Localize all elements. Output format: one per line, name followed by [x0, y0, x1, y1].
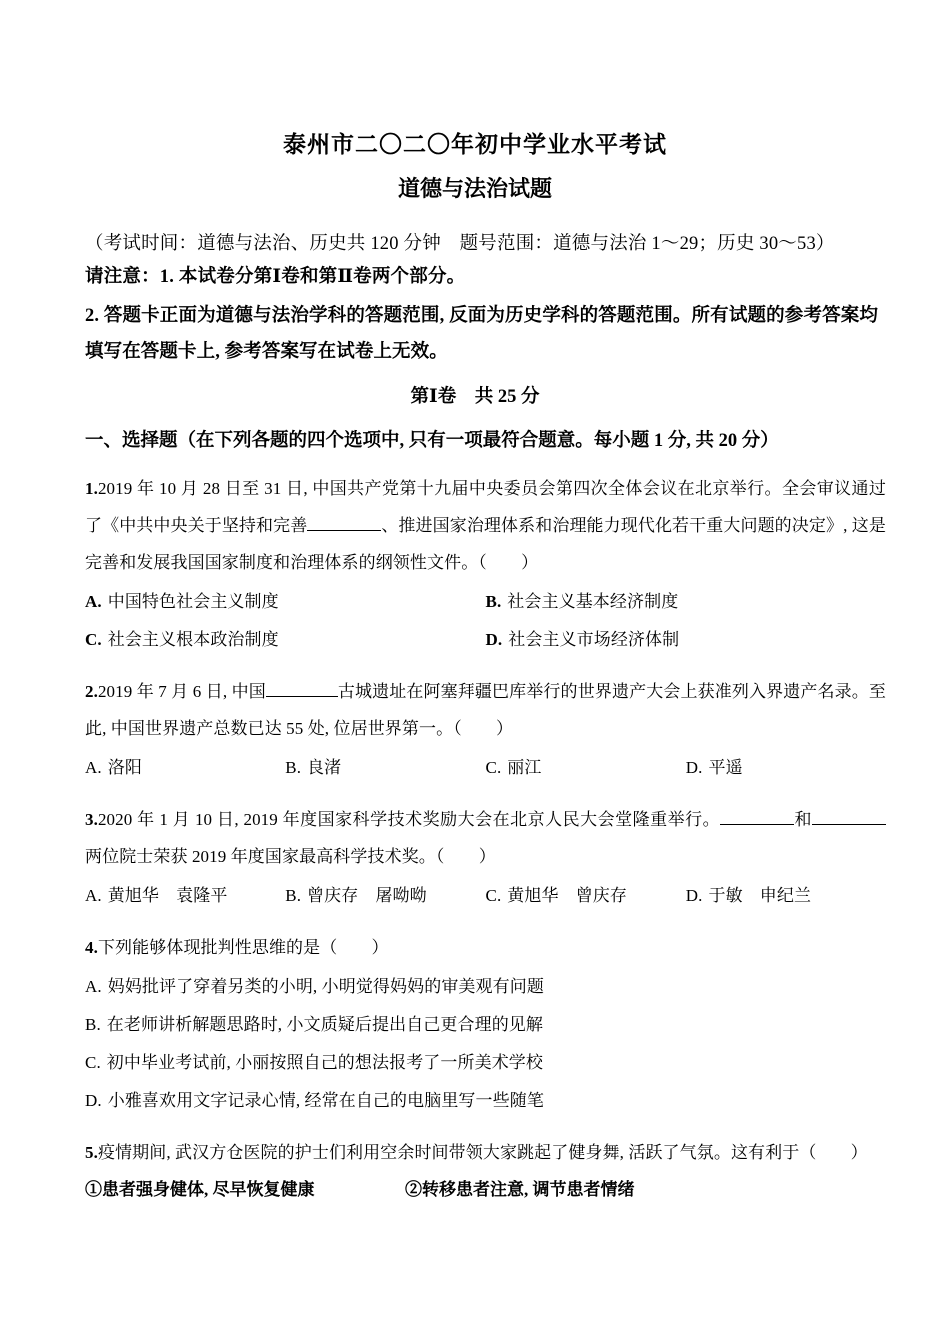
- question-3-stem-conj: 和: [794, 809, 812, 829]
- fill-blank: [307, 516, 381, 531]
- option-row: [85, 583, 886, 621]
- option-b-label: B.: [85, 1014, 101, 1034]
- question-3: [60, 801, 890, 915]
- fill-blank: [720, 810, 794, 825]
- option-c[interactable]: [85, 621, 486, 659]
- option-b-label: B.: [485, 591, 502, 611]
- question-1-number: 1.: [85, 478, 98, 498]
- option-c-text: 丽江: [507, 757, 542, 777]
- exam-instructions: [60, 228, 890, 370]
- question-2: [60, 673, 890, 787]
- question-3-stem-part1: 2020 年 1 月 10 日, 2019 年度国家科学技术奖励大会在北京人民大会堂隆重举行。: [97, 809, 721, 829]
- question-4: [60, 929, 890, 1120]
- option-c[interactable]: [486, 877, 686, 915]
- question-1: [60, 470, 890, 659]
- option-row: [85, 1006, 886, 1044]
- section-one-header: 一、选择题（在下列各题的四个选项中, 只有一项最符合题意。每小题 1 分, 共 20 分）: [85, 430, 779, 451]
- question-1-stem-part2: 、推进国家治理体系和治理能力现代化若干重大问题的决定》, 这是完善和发展我国国家制度和治理体系的纲领性文件。（ ）: [85, 515, 886, 572]
- option-d-text: 社会主义市场经济体制: [508, 629, 680, 649]
- question-4-number: 4.: [85, 937, 98, 957]
- option-a-label: A.: [85, 591, 102, 611]
- option-row: [85, 749, 886, 787]
- option-a[interactable]: [85, 968, 886, 1006]
- page-title: 泰州市二〇二〇年初中学业水平考试: [283, 132, 667, 158]
- option-b-label: B.: [285, 885, 302, 905]
- option-row: [85, 1082, 886, 1120]
- option-c-text: 初中毕业考试前, 小丽按照自己的想法报考了一所美术学校: [106, 1052, 543, 1072]
- question-2-number: 2.: [85, 681, 98, 701]
- question-3-number: 3.: [85, 809, 98, 829]
- sub-item-2: ②转移患者注意, 调节患者情绪: [405, 1179, 635, 1199]
- question-1-stem: [85, 470, 886, 581]
- option-row: [85, 1044, 886, 1082]
- option-d-label: D.: [685, 757, 703, 777]
- notice-line-2: 2. 答题卡正面为道德与法治学科的答题范围, 反面为历史学科的答题范围。所有试题的参考答案均填写在答题卡上, 参考答案写在试卷上无效。: [85, 305, 878, 362]
- question-2-stem: [85, 673, 886, 747]
- option-b[interactable]: [486, 583, 887, 621]
- option-a-text: 中国特色社会主义制度: [107, 591, 279, 611]
- option-d-text: 平遥: [708, 757, 743, 777]
- question-5-stem: [85, 1134, 886, 1171]
- option-d-text: 于敏 申纪兰: [708, 885, 812, 905]
- option-d[interactable]: [686, 749, 886, 787]
- option-row: [85, 621, 886, 659]
- paper-section-header: 第Ⅰ卷 共 25 分: [410, 386, 540, 407]
- question-3-stem: [85, 801, 886, 875]
- fill-blank: [812, 810, 886, 825]
- option-d[interactable]: [85, 1082, 886, 1120]
- fill-blank: [266, 682, 338, 697]
- option-d[interactable]: [486, 621, 887, 659]
- option-a-text: 黄旭华 袁隆平: [107, 885, 228, 905]
- option-b-text: 良渚: [307, 757, 342, 777]
- question-5-sub-items: [85, 1171, 886, 1209]
- option-c-text: 黄旭华 曾庆存: [507, 885, 627, 905]
- option-row: [85, 968, 886, 1006]
- question-3-stem-part2: 两位院士荣获 2019 年度国家最高科学技术奖。（ ）: [85, 846, 496, 866]
- question-3-options: [85, 877, 886, 915]
- option-a[interactable]: [85, 749, 285, 787]
- option-a[interactable]: [85, 583, 486, 621]
- sub-item-1: ①患者强身健体, 尽早恢复健康: [85, 1179, 315, 1199]
- question-1-options: [85, 583, 886, 659]
- page-subtitle: 道德与法治试题: [397, 175, 552, 201]
- option-a[interactable]: [85, 877, 285, 915]
- option-c[interactable]: [486, 749, 686, 787]
- option-d-label: D.: [685, 885, 703, 905]
- option-a-text: 洛阳: [107, 757, 142, 777]
- question-2-options: [85, 749, 886, 787]
- option-b-text: 社会主义基本经济制度: [507, 591, 679, 611]
- option-a-text: 妈妈批评了穿着另类的小明, 小明觉得妈妈的审美观有问题: [107, 976, 544, 996]
- question-5-stem-part1: 疫情期间, 武汉方仓医院的护士们利用空余时间带领大家跳起了健身舞, 活跃了气氛。这有利于（ ）: [97, 1142, 868, 1162]
- question-4-stem-part1: 下列能够体现批判性思维的是（ ）: [97, 937, 389, 957]
- option-b[interactable]: [85, 1006, 886, 1044]
- option-b-label: B.: [285, 757, 302, 777]
- option-c-label: C.: [485, 757, 502, 777]
- option-b-text: 在老师讲析解题思路时, 小文质疑后提出自己更合理的见解: [106, 1014, 543, 1034]
- option-b[interactable]: [285, 877, 485, 915]
- question-2-stem-part1: 2019 年 7 月 6 日, 中国: [97, 681, 266, 701]
- option-c[interactable]: [85, 1044, 886, 1082]
- option-b[interactable]: [285, 749, 485, 787]
- exam-info-line: （考试时间：道德与法治、历史共 120 分钟 题号范围：道德与法治 1～29；历史 30～53）: [85, 233, 835, 254]
- question-4-options: [85, 968, 886, 1120]
- option-b-text: 曾庆存 屠呦呦: [307, 885, 427, 905]
- question-4-stem: [85, 929, 886, 966]
- option-c-label: C.: [85, 629, 102, 649]
- option-c-text: 社会主义根本政治制度: [107, 629, 279, 649]
- option-row: [85, 877, 886, 915]
- question-1-stem-part1: 2019 年 10 月 28 日至 31 日, 中国共产党第十九届中央委员会第四次全体会议在北京举行。全会审议通过了《中共中央关于坚持和完善: [85, 478, 886, 535]
- question-5-number: 5.: [85, 1142, 98, 1162]
- option-c-label: C.: [85, 1052, 101, 1072]
- question-5: [60, 1134, 890, 1209]
- option-c-label: C.: [485, 885, 502, 905]
- option-a-label: A.: [85, 885, 102, 905]
- option-d-label: D.: [85, 1090, 102, 1110]
- notice-line-1: 请注意：1. 本试卷分第Ⅰ卷和第Ⅱ卷两个部分。: [85, 266, 466, 287]
- option-d[interactable]: [686, 877, 886, 915]
- question-2-stem-part2: 古城遗址在阿塞拜疆巴库举行的世界遗产大会上获准列入界遗产名录。至此, 中国世界遗产总数已达 55 处, 位居世界第一。（ ）: [85, 681, 886, 738]
- option-d-text: 小雅喜欢用文字记录心情, 经常在自己的电脑里写一些随笔: [107, 1090, 544, 1110]
- option-d-label: D.: [485, 629, 503, 649]
- option-a-label: A.: [85, 976, 102, 996]
- option-a-label: A.: [85, 757, 102, 777]
